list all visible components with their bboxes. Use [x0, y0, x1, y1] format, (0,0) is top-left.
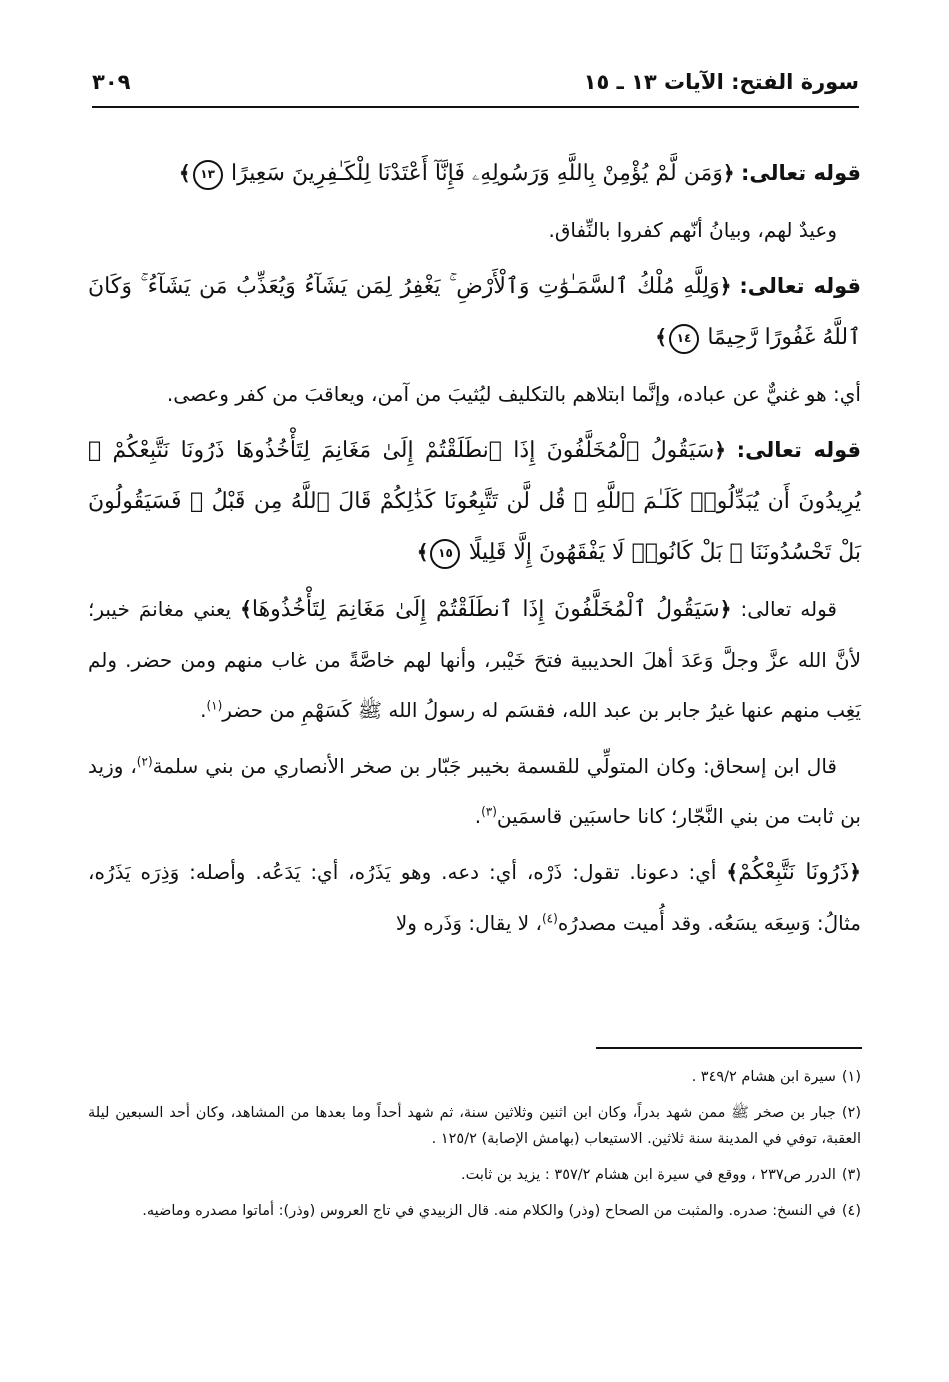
close-bracket: ﴾: [416, 540, 429, 564]
footnote-reference: (٣): [481, 804, 497, 819]
quran-verse: وَلِلَّهِ مُلْكُ ٱلسَّمَـٰوَٰتِ وَٱلْأَرْضِ ۚ يَغْفِرُ لِمَن يَشَآءُ وَيُعَذِّبُ مَن يَشَآءُ ۚ وَكَانَ ٱللَّهُ غَفُورًا رَّحِيمًا: [88, 274, 861, 350]
running-header: [92, 70, 859, 104]
close-bracket: ﴾: [726, 860, 739, 884]
quran-verse: ذَرُونَا نَتَّبِعْكُمْ: [738, 860, 850, 885]
commentary-text: قال ابن إسحاق: وكان المتولِّي للقسمة بخيبر جَبّار بن صخر الأنصاري من بني سلمة: [152, 754, 837, 778]
footnote-reference: (٤): [541, 911, 558, 926]
open-bracket: ﴿: [714, 438, 726, 462]
verse-14-paragraph: [88, 261, 861, 363]
open-bracket: ﴿: [849, 860, 862, 884]
close-bracket: ﴾: [655, 325, 667, 349]
commentary-paragraph: [88, 847, 861, 948]
quran-verse: سَيَقُولُ ٱلْمُخَلَّفُونَ إِذَا ٱنطَلَقْتُمْ إِلَىٰ مَغَانِمَ لِتَأْخُذُوهَا: [251, 597, 720, 622]
commentary-paragraph: أي: هو غنيٌّ عن عباده، وإنَّما ابتلاهم بالتكليف ليُثيبَ من آمن، ويعاقبَ من كفر وعصى.: [166, 382, 861, 406]
verse-label: قوله تعالى:: [739, 274, 862, 298]
verse-13-paragraph: [88, 148, 861, 199]
footnote-text: سيرة ابن هشام ٣٤٩/٢ .: [691, 1069, 836, 1085]
ayah-number-marker: ١٥: [430, 539, 460, 569]
verse-label: قوله تعالى:: [740, 597, 837, 621]
commentary-text: أي: دعونا. تقول: ذَرْه، أي: دعه. وهو يَذَرُه، أي: يَدَعُه. وأصله: وَذِرَه يَذَرُه، مثالُ: وَسِعَه يسَعُه. وقد أُميت مصدرُه: [88, 860, 861, 935]
footnote: [88, 1162, 861, 1188]
footnote-text: في النسخ: صدره. والمثبت من الصحاح (وذر) والكلام منه. قال الزبيدي في تاج العروس (وذر): أماتوا مصدره وماضيه.: [142, 1203, 836, 1219]
main-text: [88, 148, 861, 954]
ayah-number-marker: ١٣: [193, 160, 223, 190]
footnote-number: (٣): [841, 1167, 861, 1183]
open-bracket: ﴿: [719, 597, 732, 621]
footnote-number: (٢): [841, 1105, 861, 1121]
footnote-separator: [596, 1047, 862, 1049]
quran-verse: وَمَن لَّمْ يُؤْمِنْ بِاللَّهِ وَرَسُولِهِۦ فَإِنَّآ أَعْتَدْنَا لِلْكَـٰفِرِينَ سَعِيرًا: [230, 161, 723, 186]
commentary-paragraph: [88, 584, 861, 735]
surah-header-title: سورة الفتح: الآيات ١٣ ـ ١٥: [583, 70, 859, 94]
footnote-number: (٤): [841, 1203, 861, 1219]
footnote: [88, 1064, 861, 1090]
close-bracket: ﴾: [240, 597, 252, 621]
commentary-paragraph: وعيدٌ لهم، وبيانُ أنّهم كفروا بالنِّفاق.: [548, 218, 837, 242]
verse-label: قوله تعالى:: [740, 161, 861, 185]
commentary-text: ، وزيد بن ثابت من بني النَّجّار؛ كانا حاسبَين قاسمَين: [88, 754, 861, 828]
open-bracket: ﴿: [722, 161, 735, 185]
footnote-number: (١): [841, 1069, 861, 1085]
ayah-number-marker: ١٤: [669, 324, 699, 354]
open-bracket: ﴿: [719, 274, 732, 298]
footnote-text: الدرر ص٢٣٧ ، ووقع في سيرة ابن هشام ٣٥٧/٢ : يزيد بن ثابت.: [460, 1167, 836, 1183]
commentary-paragraph: [88, 741, 861, 841]
header-rule: [92, 106, 859, 108]
footnote-reference: (٢): [136, 754, 153, 769]
footnote: [88, 1100, 861, 1152]
footnotes: [88, 1064, 861, 1234]
sentence-end: .: [474, 804, 482, 828]
commentary-text: ، لا يقال: وَذَره ولا: [395, 911, 542, 935]
page-number: ٣٠٩: [92, 70, 131, 94]
footnote: [88, 1198, 861, 1224]
quran-verse: سَيَقُولُ ٱلْمُخَلَّفُونَ إِذَا ٱنطَلَقْتُمْ إِلَىٰ مَغَانِمَ لِتَأْخُذُوهَا ذَرُونَا نَتَّبِعْكُمْ ۖ يُرِيدُونَ أَن يُبَدِّلُوا۟ كَلَـٰمَ ٱللَّهِ ۚ قُل لَّن تَتَّبِعُونَا كَذَٰلِكُمْ قَالَ ٱللَّهُ مِن قَبْلُ ۖ فَسَيَقُولُونَ بَلْ تَحْسُدُونَنَا ۚ بَلْ كَانُوا۟ لَا يَفْقَهُونَ إِلَّا قَلِيلًا: [88, 438, 861, 565]
verse-label: قوله تعالى:: [736, 438, 861, 462]
sentence-end: .: [200, 698, 207, 722]
commentary-text: يعني مغانمَ خيبر؛ لأنَّ الله عزَّ وجلَّ وَعَدَ أهلَ الحديبية فتحَ خَيْبر، وأنها لهم خاصَّةً من غاب منهم ومن حضر. ولم يَغِب منهم عنها غيرُ جابر بن عبد الله، فقسَم له رسولُ الله ﷺ كَسَهْمِ من حضر: [88, 597, 861, 722]
footnote-text: جبار بن صخر ﷺ ممن شهد بدراً، وكان ابن اثنين وثلاثين سنة، ثم شهد أحداً وما بعدها من المشاهد، وكان أحد السبعين ليلة العقبة، توفي في المدينة سنة ثلاثين. الاستيعاب (بهامش الإصابة) ١٢٥/٢ .: [88, 1105, 861, 1147]
footnote-reference: (١): [206, 698, 223, 713]
close-bracket: ﴾: [178, 161, 191, 185]
verse-15-paragraph: [88, 425, 861, 578]
